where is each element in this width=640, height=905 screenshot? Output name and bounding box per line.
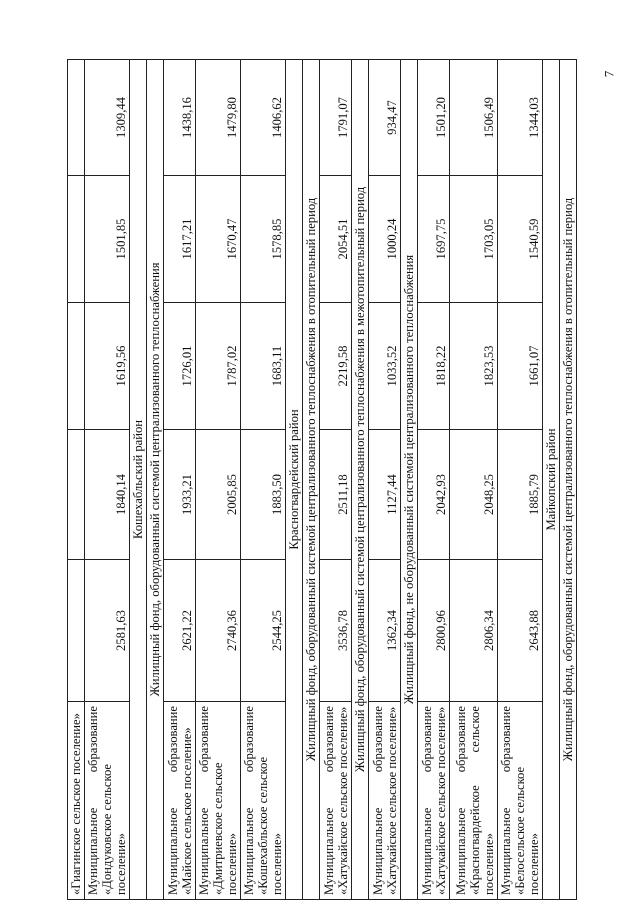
value-cell: 1000,24 <box>369 176 401 303</box>
value-cell: 1883,50 <box>241 430 286 560</box>
name-word: Муниципальное <box>197 807 211 895</box>
value-cell: 2581,63 <box>85 560 130 702</box>
name-word: Муниципальное <box>454 807 468 895</box>
section-header-row <box>401 60 418 900</box>
empty-cell <box>68 303 85 430</box>
name-word: Муниципальное <box>322 807 336 895</box>
name-line <box>499 706 513 895</box>
value-cell: 2806,34 <box>450 560 498 702</box>
page-number: 7 <box>600 70 616 78</box>
municipality-name: «Гиагинское сельское поселение» <box>68 702 85 900</box>
section-title: Кошехабльский район <box>130 60 147 900</box>
tariff-table <box>67 59 577 900</box>
value-cell: 1501,85 <box>85 176 130 303</box>
value-cell: 1479,80 <box>196 60 241 176</box>
value-cell: 1670,47 <box>196 176 241 303</box>
name-word: Муниципальное <box>420 807 434 895</box>
section-title: Майкопский район <box>543 60 560 900</box>
value-cell: 1726,01 <box>164 303 196 430</box>
name-line <box>166 706 180 895</box>
table-row <box>196 60 241 900</box>
table-row <box>241 60 286 900</box>
name-line <box>420 706 434 895</box>
name-word: Муниципальное <box>242 807 256 895</box>
name-word: Муниципальное <box>86 807 100 895</box>
table-row <box>68 60 85 900</box>
value-cell: 2042,93 <box>418 430 450 560</box>
empty-cell <box>68 560 85 702</box>
section-title: Красногвардейский район <box>286 60 303 900</box>
municipality-name <box>85 702 130 900</box>
name-line: «Дондуковское сельское поселение» <box>100 763 128 895</box>
table-row <box>164 60 196 900</box>
name-line: «Дмитриевское сельское поселение» <box>211 762 239 895</box>
section-header-row <box>543 60 560 900</box>
value-cell: 1818,22 <box>418 303 450 430</box>
value-cell: 1840,14 <box>85 430 130 560</box>
value-cell: 2643,88 <box>498 560 543 702</box>
name-line: поселение» <box>482 833 496 895</box>
rotated-table-frame <box>67 60 575 900</box>
value-cell: 1309,44 <box>85 60 130 176</box>
municipality-name <box>320 702 352 900</box>
section-title: Жилищный фонд, оборудованный системой централизованного теплоснабжения в отопительный период <box>560 60 577 900</box>
value-cell: 1406,62 <box>241 60 286 176</box>
section-header-row <box>286 60 303 900</box>
name-line <box>197 706 211 895</box>
value-cell: 1697,75 <box>418 176 450 303</box>
empty-cell <box>68 60 85 176</box>
value-cell: 1540,59 <box>498 176 543 303</box>
municipality-name <box>418 702 450 900</box>
value-cell: 1578,85 <box>241 176 286 303</box>
name-word: Муниципальное <box>166 807 180 895</box>
value-cell: 1661,07 <box>498 303 543 430</box>
name-word: образование <box>242 706 256 773</box>
name-line: «Майское сельское поселение» <box>180 727 194 895</box>
name-line <box>242 706 256 895</box>
value-cell: 1506,49 <box>450 60 498 176</box>
value-cell: 1823,53 <box>450 303 498 430</box>
value-cell: 1438,16 <box>164 60 196 176</box>
table-row <box>320 60 352 900</box>
section-title: Жилищный фонд, оборудованный системой централизованного теплоснабжения <box>147 60 164 900</box>
value-cell: 1787,02 <box>196 303 241 430</box>
municipality-name <box>164 702 196 900</box>
value-cell: 2511,18 <box>320 430 352 560</box>
name-word: сельское <box>468 706 482 753</box>
municipality-name <box>241 702 286 900</box>
table-row <box>369 60 401 900</box>
value-cell: 1619,56 <box>85 303 130 430</box>
table-row <box>418 60 450 900</box>
name-line: «Хатукайское сельское поселение» <box>336 706 350 895</box>
value-cell: 1703,05 <box>450 176 498 303</box>
value-cell: 1362,34 <box>369 560 401 702</box>
value-cell: 3536,78 <box>320 560 352 702</box>
value-cell: 1127,44 <box>369 430 401 560</box>
value-cell: 2005,85 <box>196 430 241 560</box>
section-header-row <box>560 60 577 900</box>
name-word: Муниципальное <box>371 807 385 895</box>
value-cell: 1501,20 <box>418 60 450 176</box>
value-cell: 1885,79 <box>498 430 543 560</box>
value-cell: 1933,21 <box>164 430 196 560</box>
section-header-row <box>352 60 369 900</box>
value-cell: 2048,25 <box>450 430 498 560</box>
name-line <box>322 706 336 895</box>
section-title: Жилищный фонд, не оборудованный системой централизованного теплоснабжения <box>401 60 418 900</box>
value-cell: 1683,11 <box>241 303 286 430</box>
table-row <box>85 60 130 900</box>
municipality-name <box>450 702 498 900</box>
name-line <box>371 706 385 895</box>
name-line <box>86 706 100 895</box>
empty-cell <box>68 430 85 560</box>
name-word: образование <box>86 706 100 773</box>
name-line: «Хатукайское сельское поселение» <box>434 706 448 895</box>
name-word: Муниципальное <box>499 807 513 895</box>
name-line: «Хатукайское сельское поселение» <box>385 706 399 895</box>
name-word: «Красногвардейское <box>468 785 482 895</box>
value-cell: 1791,07 <box>320 60 352 176</box>
value-cell: 1344,03 <box>498 60 543 176</box>
value-cell: 2219,58 <box>320 303 352 430</box>
table-row <box>498 60 543 900</box>
section-header-row <box>147 60 164 900</box>
document-sheet <box>67 60 575 900</box>
table-row <box>450 60 498 900</box>
value-cell: 1617,21 <box>164 176 196 303</box>
municipality-name <box>498 702 543 900</box>
name-word: образование <box>454 706 468 773</box>
value-cell: 2621,22 <box>164 560 196 702</box>
name-word: образование <box>371 706 385 773</box>
section-header-row <box>130 60 147 900</box>
name-word: образование <box>166 706 180 773</box>
name-word: образование <box>499 706 513 773</box>
value-cell: 2800,96 <box>418 560 450 702</box>
value-cell: 2544,25 <box>241 560 286 702</box>
name-line <box>468 706 482 895</box>
empty-cell <box>68 176 85 303</box>
name-line: «Кошехабльское сельское поселение» <box>256 756 284 895</box>
section-title: Жилищный фонд, оборудованный системой централизованного теплоснабжения в межотопительный период <box>352 60 369 900</box>
value-cell: 934,47 <box>369 60 401 176</box>
name-word: образование <box>197 706 211 773</box>
section-title: Жилищный фонд, оборудованный системой централизованного теплоснабжения в отопительный период <box>303 60 320 900</box>
value-cell: 2054,51 <box>320 176 352 303</box>
municipality-name <box>196 702 241 900</box>
name-word: образование <box>322 706 336 773</box>
municipality-name <box>369 702 401 900</box>
name-line <box>454 706 468 895</box>
value-cell: 2740,36 <box>196 560 241 702</box>
name-word: образование <box>420 706 434 773</box>
name-line: «Белосельское сельское поселение» <box>513 766 541 895</box>
section-header-row <box>303 60 320 900</box>
value-cell: 1033,52 <box>369 303 401 430</box>
